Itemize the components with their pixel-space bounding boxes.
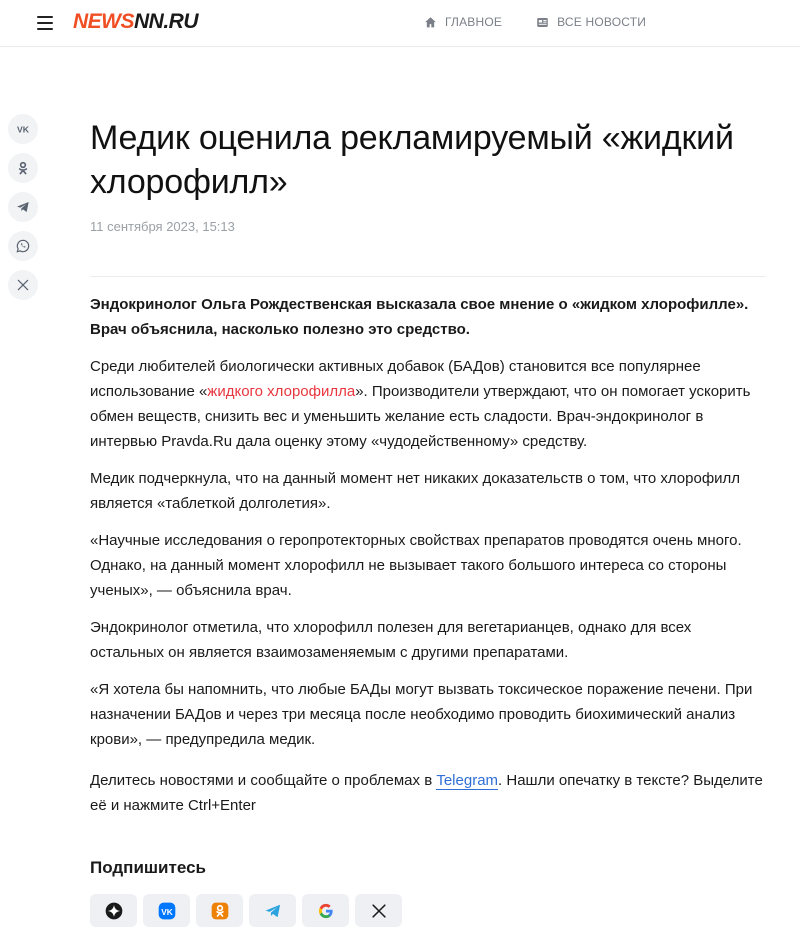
x-icon bbox=[369, 901, 389, 921]
share-ok-button[interactable] bbox=[8, 153, 38, 183]
share-vk-button[interactable] bbox=[8, 114, 38, 144]
share-x-button[interactable] bbox=[8, 270, 38, 300]
subscribe-title: Подпишитесь bbox=[90, 858, 206, 877]
telegram-icon bbox=[263, 901, 283, 921]
article bbox=[90, 116, 766, 927]
svg-text:VK: VK bbox=[16, 124, 30, 135]
nav-main[interactable] bbox=[424, 15, 502, 29]
home-icon bbox=[424, 16, 437, 29]
logo-news: NEWS bbox=[73, 10, 134, 33]
article-lead: Эндокринолог Ольга Рождественская высказала свое мнение о «жидком хлорофилле». Врач объяснила, насколько полезно это средство. bbox=[90, 296, 749, 338]
subscribe-ok-button[interactable] bbox=[196, 894, 243, 927]
feedback-after: . Нашли опечатку в тексте? Выделите её и нажмите Ctrl+Enter bbox=[90, 772, 763, 814]
menu-icon[interactable] bbox=[37, 16, 53, 30]
nav-main-label: ГЛАВНОЕ bbox=[445, 15, 503, 29]
news-icon bbox=[536, 16, 549, 29]
svg-text:VK: VK bbox=[160, 906, 173, 917]
article-paragraph-1 bbox=[90, 354, 766, 454]
article-paragraph-3: «Научные исследования о геропротекторных свойствах препаратов проводятся очень много. Однако, на данный момент хлорофилл не вызывает такого большого интереса со стороны ученых», — объяснила врач. bbox=[90, 532, 742, 599]
nav-all-news[interactable] bbox=[536, 15, 646, 29]
p1-after: ». Производители утверждают, что он помогает ускорить обмен веществ, снизить вес и уменьшить желание есть сладости. Врач-эндокринолог в интервью Pravda.Ru дала оценку этому «чудодейственному» средству. bbox=[90, 383, 751, 450]
odnoklassniki-icon bbox=[15, 160, 31, 176]
telegram-icon bbox=[15, 199, 31, 215]
article-title: Медик оценила рекламируемый «жидкий хлорофилл» bbox=[90, 119, 734, 201]
vk-icon bbox=[157, 901, 177, 921]
logo-nn: NN bbox=[134, 10, 164, 33]
whatsapp-icon bbox=[15, 238, 31, 254]
share-sidebar bbox=[8, 114, 38, 300]
article-paragraph-5: «Я хотела бы напомнить, что любые БАДы могут вызвать токсическое поражение печени. При назначении БАДов и через три месяца после необходимо проводить биохимический анализ крови», — предупредила медик. bbox=[90, 681, 753, 748]
feedback-before: Делитесь новостями и сообщайте о проблемах в bbox=[90, 772, 437, 789]
google-icon bbox=[316, 901, 336, 921]
logo-ru: .RU bbox=[163, 10, 199, 33]
telegram-link[interactable]: Telegram bbox=[436, 772, 499, 789]
share-whatsapp-button[interactable] bbox=[8, 231, 38, 261]
subscribe-x-button[interactable] bbox=[355, 894, 402, 927]
p1-before: Среди любителей биологически активных добавок (БАДов) становится все популярнее использование « bbox=[90, 358, 701, 400]
nav-all-news-label: ВСЕ НОВОСТИ bbox=[557, 15, 647, 29]
chlorophyll-link[interactable]: жидкого хлорофилла bbox=[207, 383, 356, 400]
site-header bbox=[0, 0, 800, 47]
feedback-note bbox=[90, 768, 766, 818]
subscribe-vk-button[interactable] bbox=[143, 894, 190, 927]
divider bbox=[90, 276, 766, 277]
x-icon bbox=[15, 277, 31, 293]
subscribe-dzen-button[interactable] bbox=[90, 894, 137, 927]
odnoklassniki-icon bbox=[210, 901, 230, 921]
share-telegram-button[interactable] bbox=[8, 192, 38, 222]
subscribe-telegram-button[interactable] bbox=[249, 894, 296, 927]
article-date: 11 сентября 2023, 15:13 bbox=[90, 219, 235, 234]
subscribe-google-button[interactable] bbox=[302, 894, 349, 927]
article-paragraph-2: Медик подчеркнула, что на данный момент нет никаких доказательств о том, что хлорофилл является «таблеткой долголетия». bbox=[90, 470, 741, 512]
article-paragraph-4: Эндокринолог отметила, что хлорофилл полезен для вегетарианцев, однако для всех остальных он является взаимозаменяемым с другими препаратами. bbox=[90, 619, 692, 661]
site-logo[interactable] bbox=[73, 10, 198, 34]
subscribe-buttons bbox=[90, 894, 766, 927]
dzen-icon bbox=[104, 901, 124, 921]
top-nav bbox=[424, 15, 646, 29]
vk-icon bbox=[15, 121, 31, 137]
